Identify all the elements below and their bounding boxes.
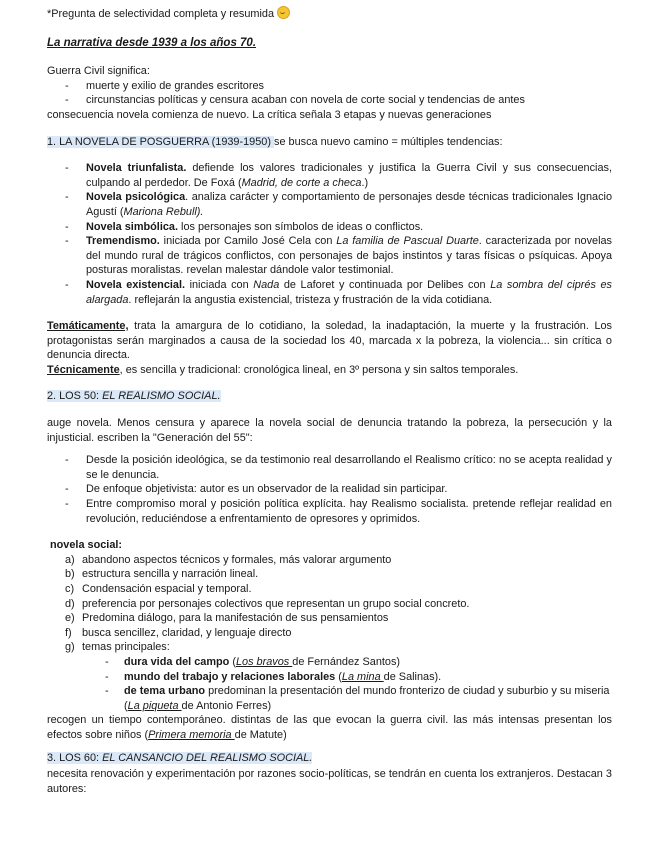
document-title: La narrativa desde 1939 a los años 70. bbox=[47, 36, 257, 49]
tematicamente-paragraph: Temáticamente, trata la amargura de lo cotidiano, la soledad, la inadaptación, la muerte y la frustración. Los protagonistas serán marginados a causa de la sociedad los 40, marcada x la pobreza, la violencia... sin crítica o denuncia directa. bbox=[47, 320, 612, 362]
note-line bbox=[47, 6, 612, 22]
section-2-paragraph: auge novela. Menos censura y aparece la novela social de denuncia tratando la pobreza, la persecución y la injusticial. escriben la "Generación del 55": bbox=[47, 417, 612, 444]
list-item: - De enfoque objetivista: autor es un observador de la realidad sin participar. bbox=[47, 482, 612, 497]
smiley-icon bbox=[277, 6, 290, 19]
list-item: - Novela triunfalista. defiende los valores tradicionales y justifica la Guerra Civil y sus consecuencias, culpando al perdedor. De Foxá (Madrid, de corte a checa.) bbox=[47, 161, 612, 190]
list-item: - Entre compromiso moral y posición política explícita. hay Realismo socialista. pretende reflejar realidad en revolución, reduciéndose a enfrentamiento de opresores y oprimidos. bbox=[47, 497, 612, 526]
list-item: - muerte y exilio de grandes escritores bbox=[47, 79, 612, 94]
section-1-heading bbox=[47, 135, 612, 150]
section-1-subtitle: se busca nuevo camino = múltiples tendencias: bbox=[274, 135, 503, 148]
list-item: - Tremendismo. iniciada por Camilo José Cela con La familia de Pascual Duarte. caracterizada por novelas del mundo rural de trágicos conflictos, con personajes de bajos instintos y taras físicas o psíquicas. Apoya posturas moralistas. revelan malestar dándole valor testimonial. bbox=[47, 234, 612, 278]
list-item: c) Condensación espacial y temporal. bbox=[65, 583, 252, 595]
section-3-paragraph: necesita renovación y experimentación por razones socio-políticas, se tendrán en cuenta los extranjeros. Destacan 3 autores: bbox=[47, 768, 612, 795]
document-page bbox=[47, 6, 612, 796]
intro-list bbox=[47, 79, 612, 108]
realismo-list bbox=[47, 453, 612, 526]
list-item: - dura vida del campo (Los bravos de Fernández Santos) bbox=[47, 655, 612, 670]
list-item: - circunstancias políticas y censura acaban con novela de corte social y tendencias de antes bbox=[47, 93, 612, 108]
list-item: - de tema urbano predominan la presentación del mundo fronterizo de ciudad y suburbio y su miseria (La piqueta de Antonio Ferres) bbox=[47, 684, 612, 713]
list-item: e) Predomina diálogo, para la manifestación de sus pensamientos bbox=[65, 612, 389, 625]
list-item: b) estructura sencilla y narración lineal. bbox=[65, 568, 259, 581]
note-text: *Pregunta de selectividad completa y resumida bbox=[47, 8, 275, 20]
section-1-title: 1. LA NOVELA DE POSGUERRA (1939-1950) bbox=[47, 135, 274, 148]
list-item: g) temas principales: bbox=[65, 641, 170, 654]
list-item: - Novela existencial. iniciada con Nada de Laforet y continuada por Delibes con La sombra del ciprés es alargada. reflejarán la angustia existencial, tristeza y frustración de la vida cotidiana. bbox=[47, 278, 612, 307]
novela-social-list bbox=[47, 553, 612, 655]
section-2-tail: recogen un tiempo contemporáneo. distintas de las que evocan la guerra civil. las más intensas presentan los efectos sobre niños (Primera memoria de Matute) bbox=[47, 714, 612, 741]
section-2-title: 2. LOS 50: EL REALISMO SOCIAL. bbox=[47, 390, 221, 403]
list-item: d) preferencia por personajes colectivos que representan un grupo social concreto. bbox=[65, 597, 470, 610]
section-2-heading bbox=[47, 389, 612, 404]
tendencias-list bbox=[47, 161, 612, 307]
tecnicamente-paragraph: Técnicamente, es sencilla y tradicional: cronológica lineal, en 3º persona y sin saltos temporales. bbox=[47, 363, 519, 376]
temas-list bbox=[47, 655, 612, 713]
list-item: a) abandono aspectos técnicos y formales, más valorar argumento bbox=[65, 553, 392, 566]
intro-lead: Guerra Civil significa: bbox=[47, 65, 150, 78]
section-3-title: 3. LOS 60: EL CANSANCIO DEL REALISMO SOCIAL. bbox=[47, 751, 313, 764]
list-item: - Novela simbólica. los personajes son símbolos de ideas o conflictos. bbox=[47, 220, 612, 235]
section-3-heading bbox=[47, 751, 612, 766]
list-item: f) busca sencillez, claridad, y lenguaje directo bbox=[65, 626, 292, 639]
list-item: - mundo del trabajo y relaciones laborales (La mina de Salinas). bbox=[47, 670, 612, 685]
novela-social-label: novela social: bbox=[50, 539, 123, 552]
list-item: - Desde la posición ideológica, se da testimonio real desarrollando el Realismo crítico: no se acepta realidad y se le denuncia. bbox=[47, 453, 612, 482]
intro-tail: consecuencia novela comienza de nuevo. La crítica señala 3 etapas y nuevas generaciones bbox=[47, 108, 492, 121]
list-item: - Novela psicológica. analiza carácter y comportamiento de personajes desde técnicas tradicionales Ignacio Agustí (Mariona Rebull). bbox=[47, 190, 612, 219]
